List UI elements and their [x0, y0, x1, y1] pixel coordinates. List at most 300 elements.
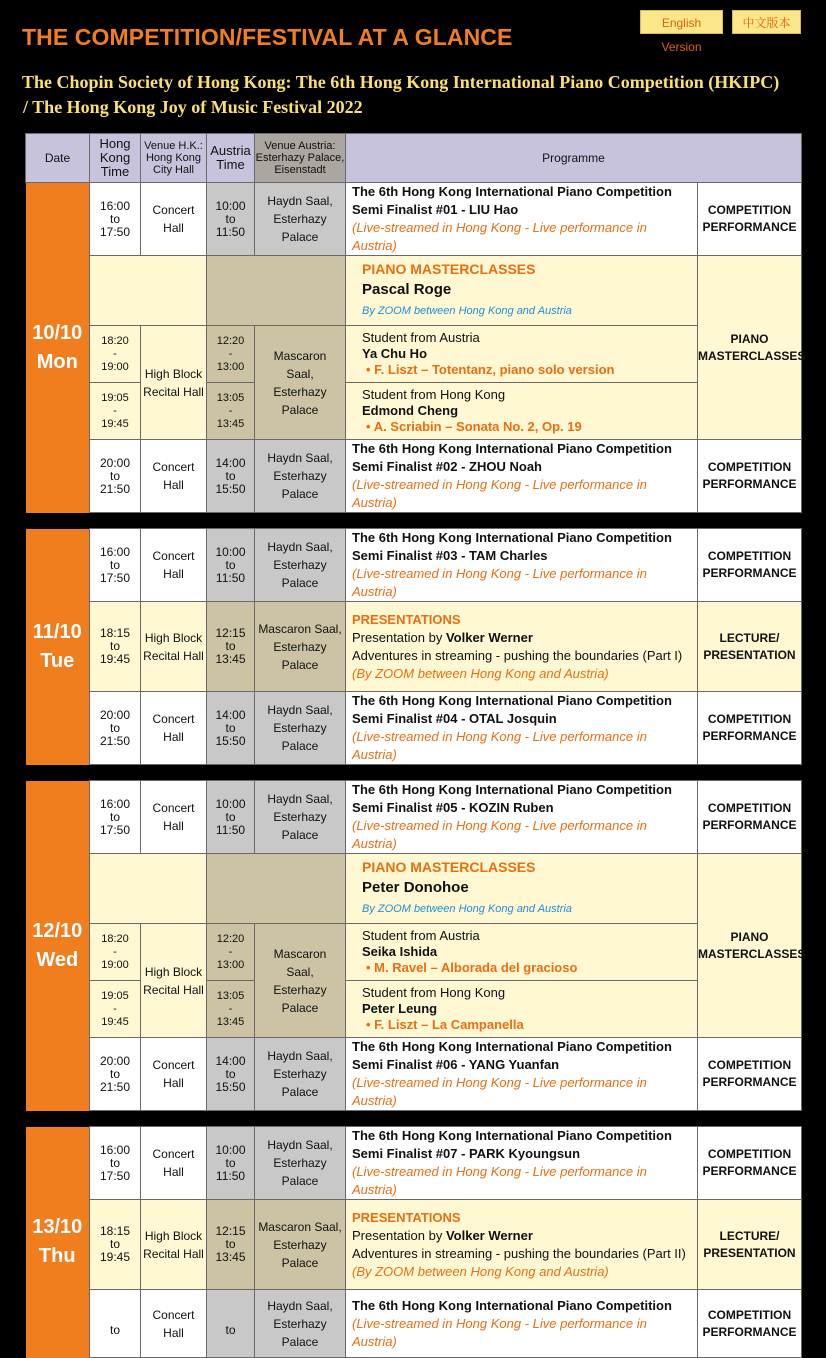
to-text: to [109, 1237, 120, 1251]
dash-text: - [113, 1002, 117, 1015]
hk-time [90, 392, 140, 431]
student-piece: • F. Liszt – La Campanella [362, 1017, 687, 1033]
programme-cell [346, 529, 698, 602]
austria-time [207, 798, 254, 837]
to-text: to [109, 1066, 120, 1081]
event-type: PIANO MASTERCLASSES [698, 331, 806, 363]
event-type-cell [698, 602, 802, 692]
day-of-week: Mon [36, 350, 78, 373]
hk-time [90, 200, 140, 239]
event-type-cell [698, 781, 802, 854]
date-cell [26, 781, 90, 1111]
hk-time-end: 21:50 [99, 1079, 131, 1094]
to-text: to [225, 468, 236, 483]
competition-name: The 6th Hong Kong International Piano Competition [352, 693, 672, 708]
hk-time-cell [90, 440, 141, 513]
dash-text: - [228, 347, 233, 360]
day-separator [26, 1111, 802, 1127]
date-cell [26, 183, 90, 513]
venue-austria-name: Haydn Saal, Esterhazy Palace [267, 451, 333, 501]
venue-austria-name: Haydn Saal, Esterhazy Palace [267, 792, 333, 842]
student-piece: • M. Ravel – Alborada del gracioso [362, 960, 687, 976]
stream-note: (Live-streamed in Hong Kong - Live performance in Austria) [352, 566, 647, 599]
to-text: to [109, 639, 120, 653]
date-value: 10/10 [32, 321, 83, 344]
venue-hk-name: Concert Hall [152, 712, 195, 744]
venue-austria-cell [255, 692, 346, 765]
event-type-cell [698, 183, 802, 256]
venue-hk-name: Concert Hall [152, 801, 195, 833]
hk-time [90, 1311, 140, 1337]
event-type: COMPETITION PERFORMANCE [702, 203, 797, 234]
venue-austria-cell [255, 1290, 346, 1358]
col-austria-time: Austria Time [207, 134, 255, 183]
hk-time-end: 17:50 [99, 570, 131, 585]
hk-time-cell [90, 924, 141, 981]
competition-name: The 6th Hong Kong International Piano Competition [352, 441, 672, 456]
presentation-zoom-note: (By ZOOM between Hong Kong and Austria) [352, 665, 609, 681]
to-text: to [225, 1237, 236, 1251]
presentation-label: PRESENTATIONS [352, 1209, 461, 1225]
austria-time-end: 15:50 [215, 481, 246, 496]
masterclass-label: PIANO MASTERCLASSES [362, 859, 536, 875]
austria-time-start: 14:00 [215, 707, 246, 722]
event-type: PIANO MASTERCLASSES [698, 929, 806, 961]
to-text: to [225, 1322, 236, 1337]
day-of-week: Thu [38, 1245, 76, 1267]
venue-hk-cell [141, 529, 207, 602]
chinese-version-button[interactable]: 中文版本 [732, 10, 801, 34]
venue-austria-cell [255, 1127, 346, 1200]
col-venue-austria: Venue Austria: Esterhazy Palace, Eisenstadt [255, 134, 346, 183]
venue-hk-cell [141, 183, 207, 256]
austria-time-cell [207, 529, 255, 602]
austria-time [207, 335, 254, 374]
hk-time-end: 21:50 [99, 481, 131, 496]
austria-time-start: 10:00 [215, 544, 246, 559]
to-text: to [225, 809, 236, 824]
hk-time-start: 20:00 [99, 707, 131, 722]
student-origin: Student from Austria [362, 330, 480, 345]
hk-time [90, 798, 140, 837]
masterclass-label: PIANO MASTERCLASSES [362, 261, 536, 277]
event-type: COMPETITION PERFORMANCE [702, 1307, 797, 1339]
presenter-line [352, 1227, 691, 1245]
to-text: to [225, 1066, 236, 1081]
venue-austria-name: Mascaron Saal, Esterhazy Palace [258, 1219, 342, 1270]
hk-time-start: 16:00 [99, 796, 131, 811]
dash-text: - [113, 404, 117, 417]
hk-time [90, 933, 140, 972]
austria-time-start: 12:20 [216, 334, 245, 347]
to-text: to [109, 1322, 120, 1337]
hk-time-cell [90, 183, 141, 256]
hk-time-cell [90, 1127, 141, 1200]
masterclass-header-row [26, 854, 802, 924]
presentation-row [26, 602, 802, 692]
austria-time-cell [207, 692, 255, 765]
stream-note: (Live-streamed in Hong Kong - Live performance in Austria) [352, 1164, 647, 1197]
col-venue-hk: Venue H.K.: Hong Kong City Hall [141, 134, 207, 183]
venue-hk-cell [141, 924, 207, 1038]
masterclass-au-blank [207, 256, 346, 326]
programme-cell [346, 1127, 698, 1200]
masterclass-teacher: Peter Donohoe [362, 879, 469, 896]
semi-finalist: Semi Finalist #01 - LIU Hao [352, 202, 519, 217]
hk-time-start: 20:00 [99, 455, 131, 470]
venue-austria-name: Haydn Saal, Esterhazy Palace [267, 540, 333, 590]
austria-time-start: 10:00 [215, 796, 246, 811]
day-of-week: Tue [40, 649, 75, 672]
schedule-table-wrapper [25, 133, 806, 1358]
presenter-name: Volker Werner [445, 1227, 533, 1243]
table-row [26, 1127, 802, 1200]
programme-cell [346, 781, 698, 854]
austria-time-cell [207, 1200, 255, 1290]
austria-time-cell [207, 183, 255, 256]
hk-time [90, 546, 140, 585]
venue-austria-name: Haydn Saal, Esterhazy Palace [267, 1049, 333, 1099]
student-piece: • F. Liszt – Totentanz, piano solo version [362, 362, 687, 378]
to-text: to [109, 557, 120, 572]
table-row [26, 529, 802, 602]
hk-time-end: 19:00 [101, 360, 129, 373]
hk-time-end: 17:50 [99, 822, 131, 837]
hk-time-cell [90, 692, 141, 765]
venue-austria-cell [255, 529, 346, 602]
hk-time-start: 20:00 [99, 1053, 131, 1068]
student-name: Ya Chu Ho [362, 346, 428, 361]
venue-austria-cell [255, 440, 346, 513]
hk-time-start: 16:00 [99, 1142, 131, 1157]
venue-austria-name: Haydn Saal, Esterhazy Palace [267, 703, 333, 753]
austria-time-start: 13:05 [216, 391, 245, 404]
student-name: Edmond Cheng [362, 403, 459, 418]
venue-hk-cell [141, 1200, 207, 1290]
masterclass-hk-blank [90, 854, 207, 924]
event-type: LECTURE/ PRESENTATION [703, 630, 796, 662]
hk-time-start: 18:15 [99, 1224, 131, 1238]
hk-time [90, 457, 140, 496]
col-programme: Programme [346, 134, 802, 183]
event-type-cell [698, 256, 806, 440]
masterclass-hk-blank [90, 256, 207, 326]
austria-time-end: 13:45 [216, 417, 245, 430]
austria-time [207, 709, 254, 748]
event-type-cell [698, 1290, 802, 1358]
col-date: Date [26, 134, 90, 183]
stream-note: (Live-streamed in Hong Kong - Live performance in Austria) [352, 1075, 647, 1108]
hk-time-start: 19:05 [101, 391, 129, 404]
austria-time [207, 1144, 254, 1183]
venue-hk-name: Concert Hall [152, 203, 195, 235]
to-text: to [225, 720, 236, 735]
venue-hk-cell [141, 602, 207, 692]
austria-time [207, 627, 254, 666]
austria-time-end: 13:00 [216, 360, 245, 373]
masterclass-header-cell [346, 854, 698, 924]
venue-hk-cell [141, 1127, 207, 1200]
table-row [26, 440, 802, 513]
venue-hk-name: High Block Recital Hall [143, 630, 204, 663]
date-value: 12/10 [32, 919, 83, 942]
venue-austria-name: Mascaron Saal, Esterhazy Palace [273, 348, 327, 417]
to-text: to [109, 211, 120, 226]
austria-time [207, 933, 254, 972]
austria-time-end: 15:50 [215, 1079, 246, 1094]
venue-hk-name: Concert Hall [152, 1307, 195, 1340]
event-type-cell [698, 1127, 802, 1200]
austria-time-start: 12:15 [215, 1224, 246, 1238]
austria-time-start: 10:00 [215, 1142, 246, 1157]
hk-time-cell [90, 1038, 141, 1111]
presentation-topic: Adventures in streaming - pushing the boundaries (Part I) [352, 647, 683, 663]
presenter-name: Volker Werner [445, 629, 533, 645]
date-value: 11/10 [32, 620, 82, 643]
hk-time [90, 335, 140, 374]
masterclass-zoom-note: By ZOOM between Hong Kong and Austria [362, 903, 572, 915]
day-separator [26, 765, 802, 781]
hk-time-cell [90, 1290, 141, 1358]
student-origin: Student from Austria [362, 928, 480, 943]
event-type: COMPETITION PERFORMANCE [702, 1058, 797, 1089]
hk-time-end: 21:50 [99, 733, 131, 748]
venue-hk-cell [141, 781, 207, 854]
austria-time-end: 11:50 [215, 1168, 246, 1183]
venue-austria-cell [255, 602, 346, 692]
dash-text: - [228, 1002, 233, 1015]
austria-time-start: 13:05 [216, 989, 245, 1002]
subtitle-line-1: The Chopin Society of Hong Kong: The 6th Hong Kong International Piano Competition (HKIPC) [22, 72, 780, 92]
event-type: COMPETITION PERFORMANCE [702, 460, 797, 491]
venue-hk-cell [141, 440, 207, 513]
semi-finalist: Semi Finalist #02 - ZHOU Noah [352, 459, 542, 474]
to-text: to [109, 720, 120, 735]
venue-austria-cell [255, 183, 346, 256]
dash-text: - [113, 347, 117, 360]
hk-time [90, 1055, 140, 1094]
student-cell [346, 981, 698, 1038]
austria-time [207, 392, 254, 431]
stream-note: (Live-streamed in Hong Kong - Live performance in Austria) [352, 477, 647, 510]
competition-name: The 6th Hong Kong International Piano Competition [352, 1039, 672, 1054]
hk-time-cell [90, 529, 141, 602]
to-text: to [225, 557, 236, 572]
dash-text: - [113, 945, 117, 958]
programme-cell [346, 1290, 698, 1358]
programme-cell [346, 602, 698, 692]
venue-hk-name: High Block Recital Hall [143, 964, 204, 997]
venue-hk-name: High Block Recital Hall [143, 366, 204, 399]
hk-time [90, 990, 140, 1029]
austria-time-cell [207, 924, 255, 981]
austria-time-end: 15:50 [215, 733, 246, 748]
venue-hk-cell [141, 1038, 207, 1111]
austria-time-end: 11:50 [215, 822, 246, 837]
venue-austria-cell [255, 326, 346, 440]
semi-finalist: Semi Finalist #05 - KOZIN Ruben [352, 800, 554, 815]
austria-time-end: 13:45 [216, 1015, 245, 1028]
presenter-prefix: Presentation by [352, 1227, 446, 1243]
austria-time-cell [207, 1038, 255, 1111]
table-row [26, 1290, 802, 1358]
hk-time-end: 19:45 [99, 1250, 131, 1264]
programme-cell [346, 692, 698, 765]
student-piece: • A. Scriabin – Sonata No. 2, Op. 19 [362, 419, 687, 435]
venue-austria-name: Haydn Saal, Esterhazy Palace [267, 1298, 333, 1349]
austria-time [207, 457, 254, 496]
semi-finalist: Semi Finalist #04 - OTAL Josquin [352, 711, 557, 726]
hk-time-cell [90, 781, 141, 854]
hk-time-cell [90, 326, 141, 383]
hk-time-start: 19:05 [101, 989, 129, 1002]
semi-finalist: Semi Finalist #06 - YANG Yuanfan [352, 1057, 560, 1072]
austria-time-cell [207, 383, 255, 440]
student-name: Seika Ishida [362, 944, 438, 959]
date-cell [26, 1127, 90, 1358]
austria-time-start: 12:20 [216, 932, 245, 945]
masterclass-student-row [26, 924, 802, 981]
stream-note: (Live-streamed in Hong Kong - Live performance in Austria) [352, 220, 647, 253]
hk-time-end: 19:00 [101, 958, 129, 971]
programme-cell [346, 1200, 698, 1290]
date-value: 13/10 [32, 1216, 83, 1238]
austria-time-start: 12:15 [215, 626, 246, 640]
presentation-label: PRESENTATIONS [352, 611, 461, 627]
event-type: COMPETITION PERFORMANCE [702, 712, 797, 743]
day-of-week: Wed [36, 948, 79, 971]
hk-time-start: 16:00 [99, 198, 131, 213]
austria-time-cell [207, 1127, 255, 1200]
hk-time-cell [90, 981, 141, 1038]
student-origin: Student from Hong Kong [362, 985, 506, 1000]
event-type: COMPETITION PERFORMANCE [702, 1147, 797, 1178]
page-title: THE COMPETITION/FESTIVAL AT A GLANCE [22, 24, 513, 50]
hk-time-start: 18:15 [99, 626, 131, 640]
event-type-cell [698, 854, 806, 1038]
presenter-line [352, 629, 691, 647]
masterclass-au-blank [207, 854, 346, 924]
table-row [26, 1038, 802, 1111]
hk-time-end: 19:45 [99, 652, 131, 666]
austria-time-cell [207, 781, 255, 854]
event-type: LECTURE/ PRESENTATION [703, 1228, 796, 1260]
programme-cell [346, 1038, 698, 1111]
to-text: to [225, 211, 236, 226]
semi-finalist: Semi Finalist #03 - TAM Charles [352, 548, 548, 563]
table-row [26, 692, 802, 765]
austria-time-end: 13:45 [215, 652, 246, 666]
venue-hk-cell [141, 692, 207, 765]
hk-time-end: 19:45 [101, 1015, 129, 1028]
hk-time-start: 16:00 [99, 544, 131, 559]
hk-time-end: 17:50 [99, 1168, 131, 1183]
hk-time-cell [90, 383, 141, 440]
to-text: to [225, 639, 236, 653]
venue-hk-name: Concert Hall [152, 1058, 195, 1090]
competition-name: The 6th Hong Kong International Piano Competition [352, 184, 672, 199]
col-hk-time: Hong Kong Time [90, 134, 141, 183]
venue-hk-name: High Block Recital Hall [143, 1228, 204, 1261]
hk-time [90, 709, 140, 748]
stream-note: (Live-streamed in Hong Kong - Live performance in Austria) [352, 1315, 647, 1349]
event-type-cell [698, 440, 802, 513]
event-type: COMPETITION PERFORMANCE [702, 801, 797, 832]
masterclass-header-cell [346, 256, 698, 326]
austria-time-start: 14:00 [215, 1053, 246, 1068]
dash-text: - [228, 945, 233, 958]
table-header-row [26, 134, 802, 183]
austria-time-cell [207, 981, 255, 1038]
presentation-topic: Adventures in streaming - pushing the boundaries (Part II) [352, 1245, 686, 1261]
event-type: COMPETITION PERFORMANCE [702, 549, 797, 580]
venue-austria-name: Haydn Saal, Esterhazy Palace [267, 1138, 333, 1188]
austria-time-cell [207, 602, 255, 692]
to-text: to [109, 809, 120, 824]
hk-time-start: 18:20 [101, 932, 129, 945]
venue-hk-name: Concert Hall [152, 549, 195, 581]
austria-time [207, 1225, 254, 1264]
austria-time-end: 11:50 [215, 224, 246, 239]
dash-text: - [228, 404, 233, 417]
programme-cell [346, 440, 698, 513]
competition-name: The 6th Hong Kong International Piano Competition [352, 530, 672, 545]
masterclass-zoom-note: By ZOOM between Hong Kong and Austria [362, 305, 572, 317]
venue-hk-name: Concert Hall [152, 460, 195, 492]
page-subtitle [22, 70, 812, 120]
austria-time-end: 13:45 [215, 1250, 246, 1264]
austria-time [207, 990, 254, 1029]
venue-hk-name: Concert Hall [152, 1147, 195, 1179]
austria-time-end: 11:50 [215, 570, 246, 585]
presentation-row [26, 1200, 802, 1290]
venue-hk-cell [141, 326, 207, 440]
venue-austria-name: Haydn Saal, Esterhazy Palace [267, 194, 333, 244]
event-type-cell [698, 1200, 802, 1290]
masterclass-student-row [26, 326, 802, 383]
masterclass-header-row [26, 256, 802, 326]
competition-name: The 6th Hong Kong International Piano Competition [352, 1128, 672, 1143]
to-text: to [109, 1155, 120, 1170]
schedule-table [25, 133, 806, 1358]
student-name: Peter Leung [362, 1001, 438, 1016]
event-type-cell [698, 1038, 802, 1111]
event-type-cell [698, 529, 802, 602]
subtitle-line-2: / The Hong Kong Joy of Music Festival 2022 [23, 97, 363, 117]
hk-time-start: 18:20 [101, 334, 129, 347]
hk-time [90, 627, 140, 666]
hk-time-end: 17:50 [99, 224, 131, 239]
austria-time-start: 14:00 [215, 455, 246, 470]
austria-time-cell [207, 440, 255, 513]
stream-note: (Live-streamed in Hong Kong - Live performance in Austria) [352, 729, 647, 762]
austria-time-end: 13:00 [216, 958, 245, 971]
student-cell [346, 924, 698, 981]
hk-time-cell [90, 1200, 141, 1290]
semi-finalist: Semi Finalist #07 - PARK Kyoungsun [352, 1146, 581, 1161]
stream-note: (Live-streamed in Hong Kong - Live performance in Austria) [352, 818, 647, 851]
venue-austria-cell [255, 781, 346, 854]
venue-hk-cell [141, 1290, 207, 1358]
to-text: to [225, 1155, 236, 1170]
student-origin: Student from Hong Kong [362, 387, 506, 402]
masterclass-teacher: Pascal Roge [362, 281, 452, 298]
austria-time-cell [207, 326, 255, 383]
hk-time [90, 1144, 140, 1183]
austria-time [207, 200, 254, 239]
student-cell [346, 383, 698, 440]
english-version-button[interactable]: English Version [640, 10, 723, 34]
